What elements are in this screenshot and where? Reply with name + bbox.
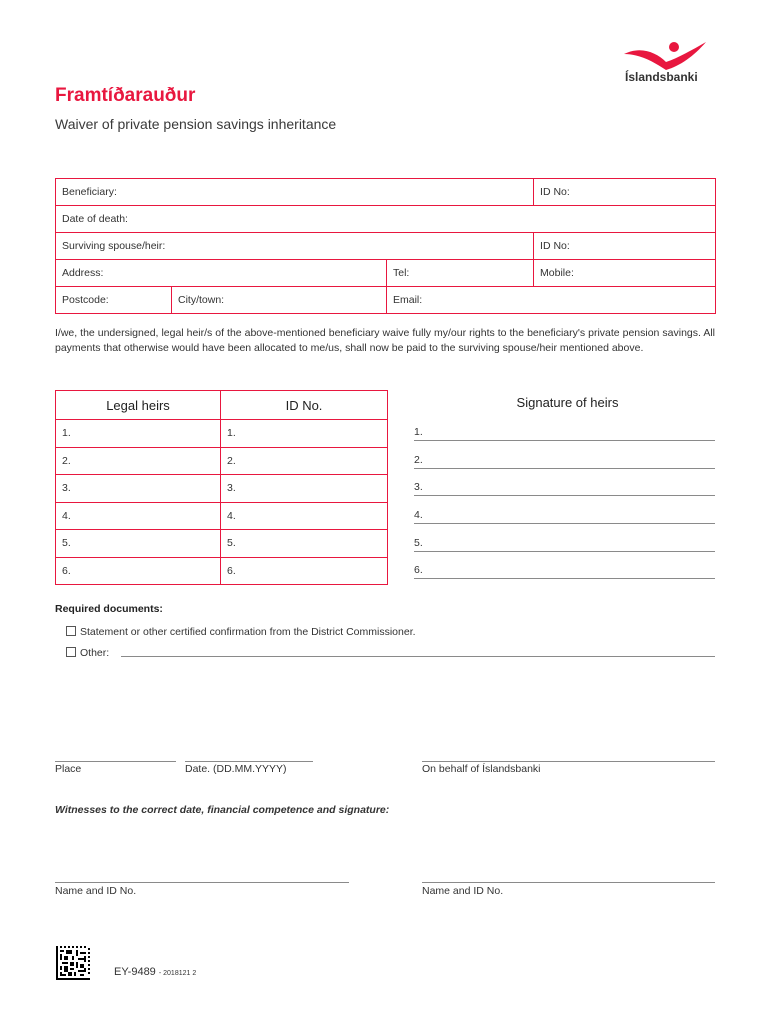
heir-signature-line-2[interactable]: 2. xyxy=(414,454,715,469)
date-label: Date. (DD.MM.YYYY) xyxy=(185,763,287,775)
surviving-spouse-field[interactable]: Surviving spouse/heir: xyxy=(56,233,534,260)
beneficiary-id-field[interactable]: ID No: xyxy=(534,179,716,206)
statement-checkbox[interactable] xyxy=(66,626,76,636)
date-line[interactable] xyxy=(185,761,313,762)
legal-heirs-header: Legal heirs xyxy=(56,391,221,420)
other-label: Other: xyxy=(80,647,110,659)
form-code-date: - 2018121 2 xyxy=(158,970,197,977)
other-checkbox[interactable] xyxy=(66,647,76,657)
heir-name-cell-2[interactable]: 2. xyxy=(56,447,221,475)
witness-line-1[interactable] xyxy=(55,882,349,883)
heir-id-cell-6[interactable]: 6. xyxy=(221,557,388,585)
behalf-label: On behalf of Íslandsbanki xyxy=(422,763,541,775)
heir-name-cell-6[interactable]: 6. xyxy=(56,557,221,585)
required-item-other xyxy=(66,647,109,659)
witness-name-label-2: Name and ID No. xyxy=(422,885,504,897)
witnesses-title: Witnesses to the correct date, financial competence and signature: xyxy=(55,804,390,816)
witness-line-2[interactable] xyxy=(422,882,715,883)
tel-field[interactable]: Tel: xyxy=(387,260,534,287)
heir-id-cell-1[interactable]: 1. xyxy=(221,420,388,448)
datamatrix-code-icon xyxy=(56,946,90,980)
id-no-header: ID No. xyxy=(221,391,388,420)
city-field[interactable]: City/town: xyxy=(172,287,387,314)
heir-id-cell-5[interactable]: 5. xyxy=(221,530,388,558)
page-title: Framtíðarauður xyxy=(55,85,196,106)
witness-name-label-1: Name and ID No. xyxy=(55,885,137,897)
place-label: Place xyxy=(55,763,82,775)
heir-name-cell-4[interactable]: 4. xyxy=(56,502,221,530)
heir-signature-line-5[interactable]: 5. xyxy=(414,537,715,552)
signature-of-heirs-header: Signature of heirs xyxy=(516,395,619,410)
heir-signature-line-6[interactable]: 6. xyxy=(414,564,715,579)
heir-id-cell-4[interactable]: 4. xyxy=(221,502,388,530)
postcode-field[interactable]: Postcode: xyxy=(56,287,172,314)
date-of-death-field[interactable]: Date of death: xyxy=(56,206,716,233)
required-item-statement xyxy=(66,626,416,638)
heir-name-cell-5[interactable]: 5. xyxy=(56,530,221,558)
beneficiary-field[interactable]: Beneficiary: xyxy=(56,179,534,206)
legal-heirs-table xyxy=(55,390,388,585)
form-code xyxy=(114,966,196,978)
address-field[interactable]: Address: xyxy=(56,260,387,287)
declaration-text: I/we, the undersigned, legal heir/s of the above-mentioned beneficiary waive fully my/our rights to the beneficiary's private pension savings. All payments that otherwise would have been allocated to me/us, shall now be paid to the surviving spouse/heir mentioned above. xyxy=(55,327,715,354)
heir-signature-line-4[interactable]: 4. xyxy=(414,509,715,524)
page-subtitle: Waiver of private pension savings inheritance xyxy=(55,116,337,132)
logo-text: Íslandsbanki xyxy=(625,70,698,84)
behalf-line[interactable] xyxy=(422,761,715,762)
mobile-field[interactable]: Mobile: xyxy=(534,260,716,287)
heir-id-cell-3[interactable]: 3. xyxy=(221,475,388,503)
spouse-id-field[interactable]: ID No: xyxy=(534,233,716,260)
other-input-line[interactable] xyxy=(121,656,715,657)
heir-name-cell-3[interactable]: 3. xyxy=(56,475,221,503)
heir-id-cell-2[interactable]: 2. xyxy=(221,447,388,475)
email-field[interactable]: Email: xyxy=(387,287,716,314)
statement-label: Statement or other certified confirmation from the District Commissioner. xyxy=(80,626,416,638)
heir-name-cell-1[interactable]: 1. xyxy=(56,420,221,448)
heir-signature-line-3[interactable]: 3. xyxy=(414,481,715,496)
heir-signature-line-1[interactable]: 1. xyxy=(414,426,715,441)
place-line[interactable] xyxy=(55,761,176,762)
beneficiary-info-table xyxy=(55,178,716,314)
form-code-number: EY-9489 xyxy=(114,966,156,978)
required-documents-title: Required documents: xyxy=(55,603,163,615)
